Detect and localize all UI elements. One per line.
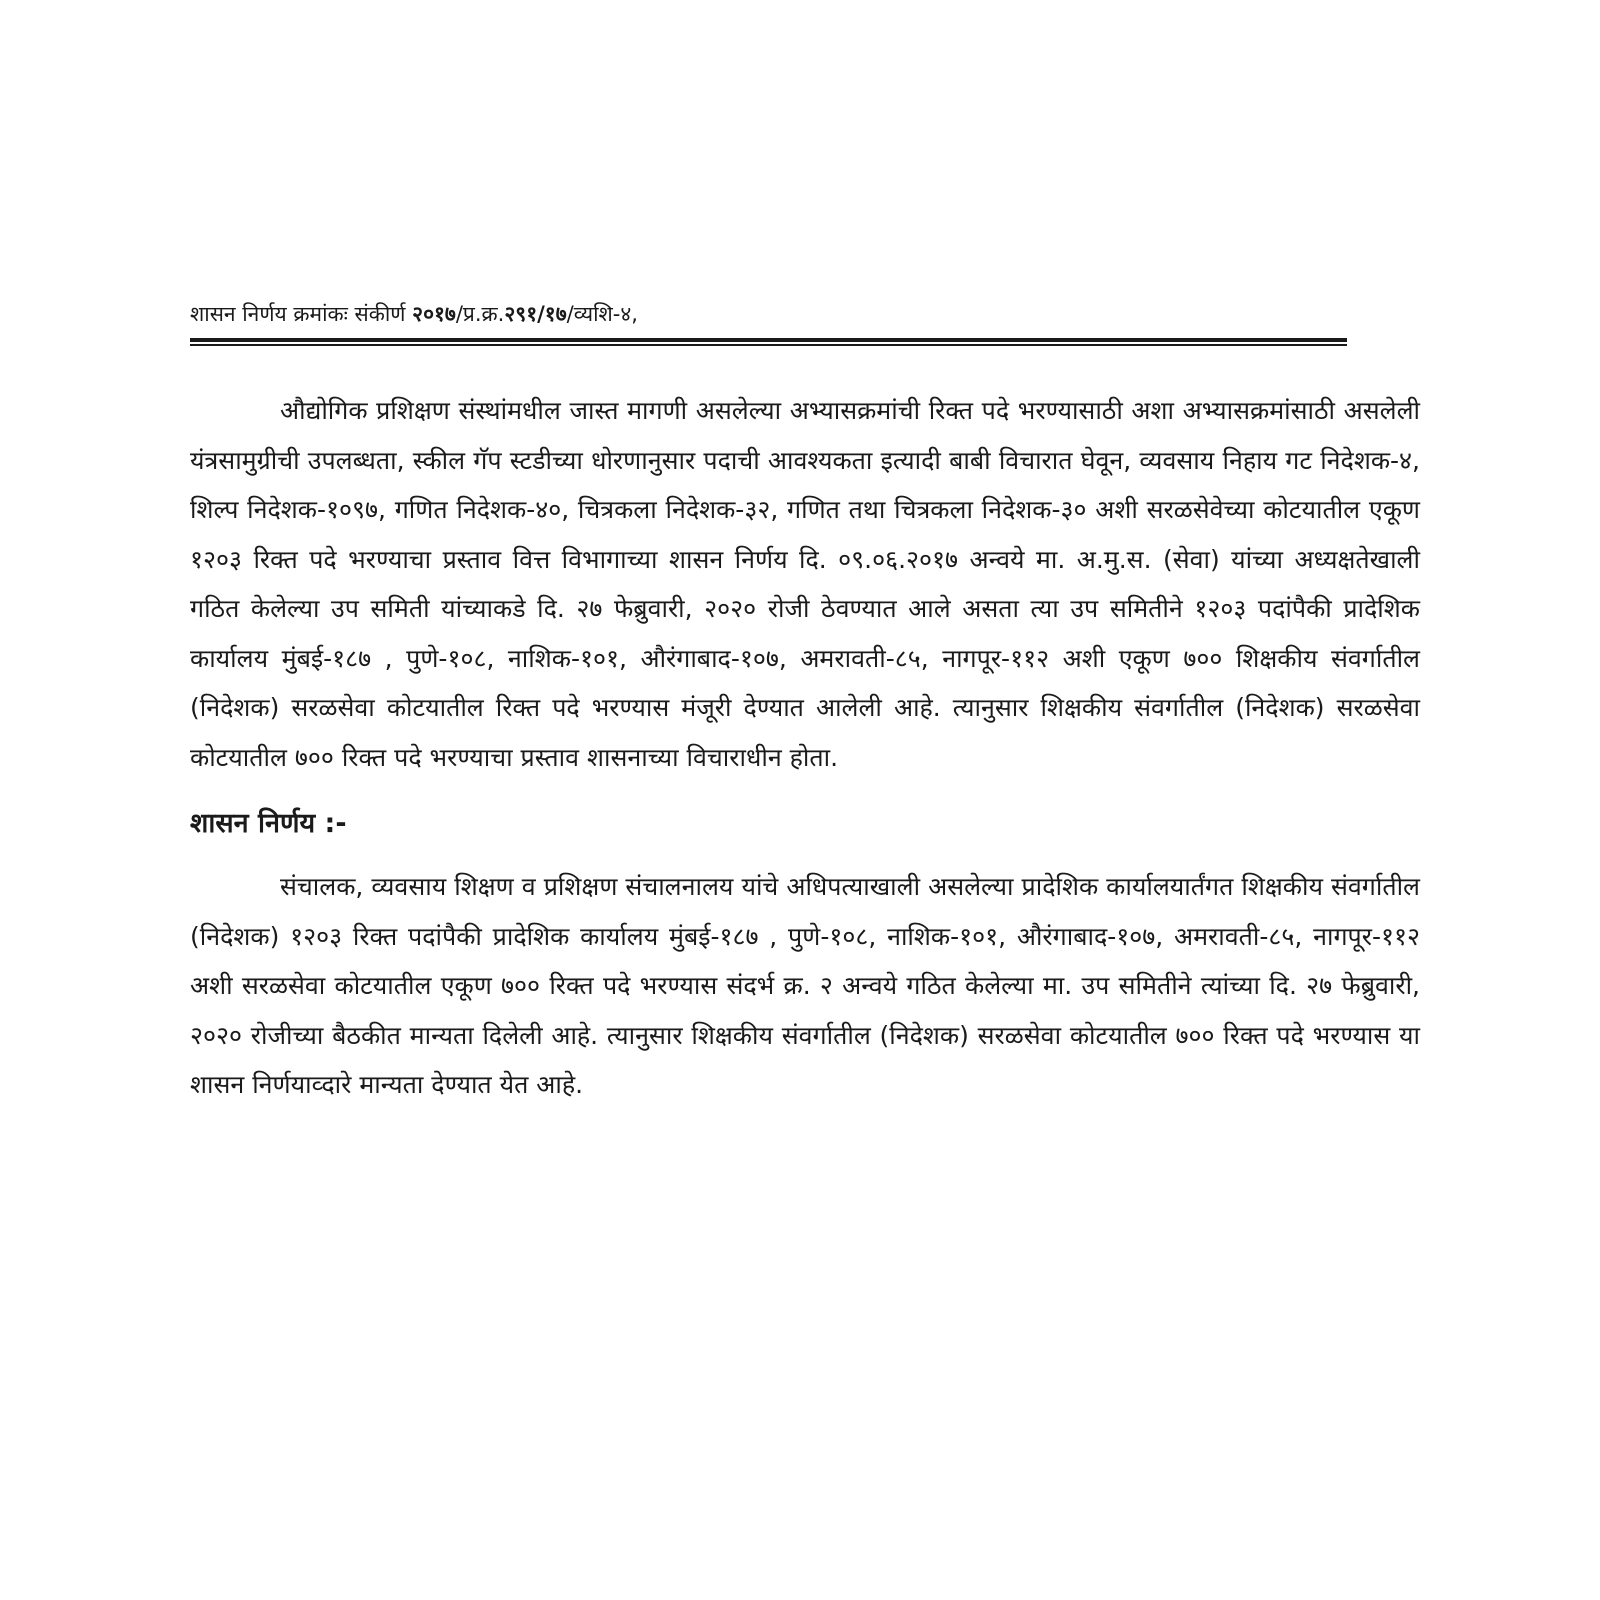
resolution-paragraph: संचालक, व्यवसाय शिक्षण व प्रशिक्षण संचालनालय यांचे अधिपत्याखाली असलेल्या प्रादेशिक कार्यालयार्तंगत शिक्षकीय संवर्गातील (निदेशक) १२०३ रिक्त पदांपैकी प्रादेशिक कार्यालय मुंबई-१८७ , पुणे-१०८, नाशिक-१०१, औरंगाबाद-१०७, अमरावती-८५, नागपूर-११२ अशी सरळसेवा कोटयातील एकूण ७०० रिक्त पदे भरण्यास संदर्भ क्र. २ अन्वये गठित केलेल्या मा. उप समितीने त्यांच्या दि. २७ फेब्रुवारी, २०२० रोजीच्या बैठकीत मान्यता दिलेली आहे. त्यानुसार शिक्षकीय संवर्गातील (निदेशक) सरळसेवा कोटयातील ७०० रिक्त पदे भरण्यास या शासन निर्णयाव्दारे मान्यता देण्यात येत आहे. [190,872,1420,1099]
header-rule-thick [190,338,1347,342]
header-rule-thin [190,344,1347,346]
gr-header-suffix: /व्यशि-४, [566,302,638,326]
gr-header-prefix: शासन निर्णय क्रमांकः संकीर्ण [190,302,413,326]
preamble-paragraph: औद्योगिक प्रशिक्षण संस्थांमधील जास्त मागणी असलेल्या अभ्यासक्रमांची रिक्त पदे भरण्यासाठी अशा अभ्यासक्रमांसाठी असलेली यंत्रसामुग्रीची उपलब्धता, स्कील गॅप स्टडीच्या धोरणानुसार पदाची आवश्यकता इत्यादी बाबी विचारात घेवून, व्यवसाय निहाय गट निदेशक-४, शिल्प निदेशक-१०९७, गणित निदेशक-४०, चित्रकला निदेशक-३२, गणित तथा चित्रकला निदेशक-३० अशी सरळसेवेच्या कोटयातील एकूण १२०३ रिक्त पदे भरण्याचा प्रस्ताव वित्त विभागाच्या शासन निर्णय दि. ०९.०६.२०१७ अन्वये मा. अ.मु.स. (सेवा) यांच्या अध्यक्षतेखाली गठित केलेल्या उप समिती यांच्याकडे दि. २७ फेब्रुवारी, २०२० रोजी ठेवण्यात आले असता त्या उप समितीने १२०३ पदांपैकी प्रादेशिक कार्यालय मुंबई-१८७ , पुणे-१०८, नाशिक-१०१, औरंगाबाद-१०७, अमरावती-८५, नागपूर-११२ अशी एकूण ७०० शिक्षकीय संवर्गातील (निदेशक) सरळसेवा कोटयातील रिक्त पदे भरण्यास मंजूरी देण्यात आलेली आहे. त्यानुसार शिक्षकीय संवर्गातील (निदेशक) सरळसेवा कोटयातील ७०० रिक्त पदे भरण्याचा प्रस्ताव शासनाच्या विचाराधीन होता. [190,396,1420,772]
gr-header-year: २०१७ [412,302,456,326]
gr-header-case-number: २९१/१७ [504,302,567,326]
gr-reference-header [190,300,1420,328]
section-heading: शासन निर्णय :- [190,808,347,839]
document-page [190,300,1420,1110]
gr-header-separator: /प्र.क्र. [455,302,505,326]
